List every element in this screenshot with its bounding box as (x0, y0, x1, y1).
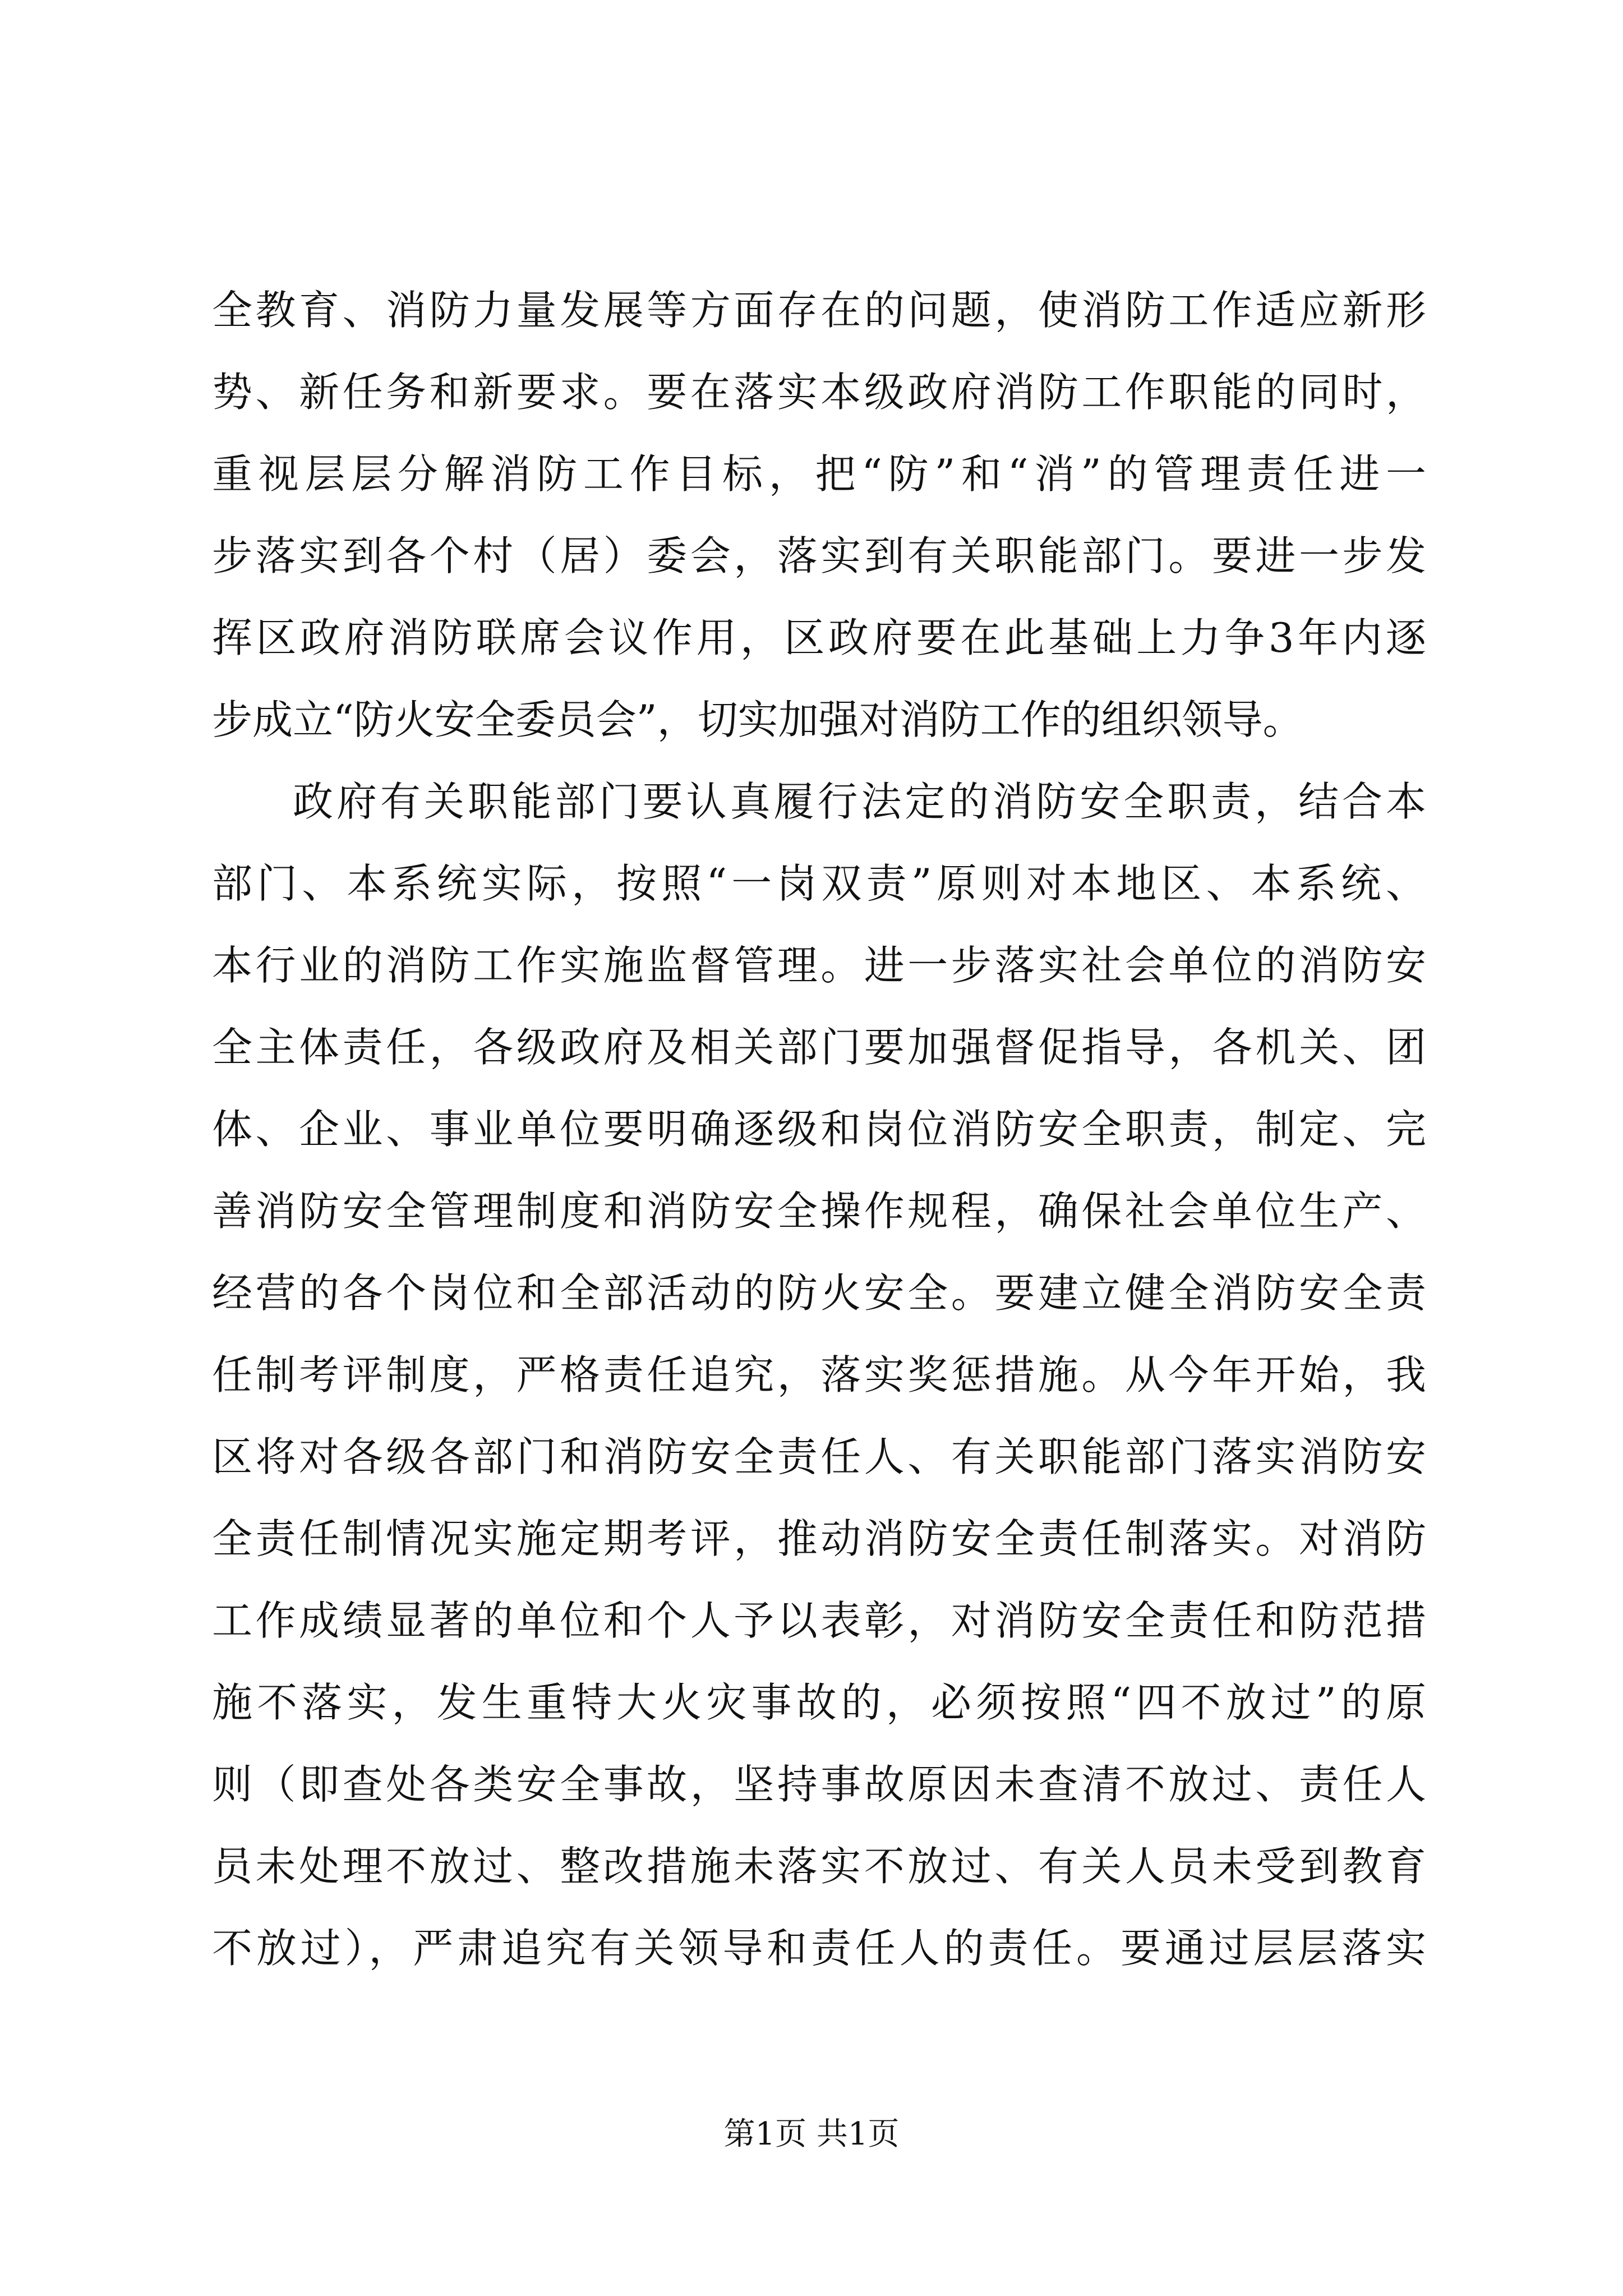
text-line-20: 员未处理不放过、整改措施未落实不放过、有关人员未受到教育 (212, 1843, 1426, 1890)
text-line-5: 挥区政府消防联席会议作用，区政府要在此基础上力争3年内逐 (212, 614, 1426, 661)
text-line-2: 势、新任务和新要求。要在落实本级政府消防工作职能的同时， (212, 369, 1426, 416)
text-line-19: 则（即查处各类安全事故，坚持事故原因未查清不放过、责任人 (212, 1761, 1426, 1808)
text-line-14: 任制考评制度，严格责任追究，落实奖惩措施。从今年开始，我 (212, 1351, 1426, 1398)
text-line-13: 经营的各个岗位和全部活动的防火安全。要建立健全消防安全责 (212, 1269, 1426, 1317)
text-line-21: 不放过），严肃追究有关领导和责任人的责任。要通过层层落实 (212, 1925, 1426, 1972)
page-number-label: 第1页 共1页 (723, 2116, 900, 2152)
text-line-9: 本行业的消防工作实施监督管理。进一步落实社会单位的消防安 (212, 942, 1426, 989)
text-line-8: 部门、本系统实际，按照“一岗双责”原则对本地区、本系统、 (212, 860, 1426, 907)
text-line-1: 全教育、消防力量发展等方面存在的问题，使消防工作适应新形 (212, 287, 1426, 334)
text-line-17: 工作成绩显著的单位和个人予以表彰，对消防安全责任和防范措 (212, 1597, 1426, 1644)
body-text (212, 269, 1426, 1989)
text-line-12: 善消防安全管理制度和消防安全操作规程，确保社会单位生产、 (212, 1188, 1426, 1235)
text-line-3: 重视层层分解消防工作目标，把“防”和“消”的管理责任进一 (212, 450, 1426, 498)
text-line-15: 区将对各级各部门和消防安全责任人、有关职能部门落实消防安 (212, 1433, 1426, 1480)
text-line-10: 全主体责任，各级政府及相关部门要加强督促指导，各机关、团 (212, 1024, 1426, 1071)
text-line-7: 政府有关职能部门要认真履行法定的消防安全职责，结合本 (293, 778, 1426, 825)
page-footer (0, 2112, 1623, 2157)
text-line-16: 全责任制情况实施定期考评，推动消防安全责任制落实。对消防 (212, 1515, 1426, 1562)
text-line-11: 体、企业、事业单位要明确逐级和岗位消防安全职责，制定、完 (212, 1106, 1426, 1153)
text-line-6: 步成立“防火安全委员会”，切实加强对消防工作的组织领导。 (212, 696, 1303, 743)
text-line-18: 施不落实，发生重特大火灾事故的，必须按照“四不放过”的原 (212, 1679, 1426, 1726)
text-line-4: 步落实到各个村（居）委会，落实到有关职能部门。要进一步发 (212, 532, 1426, 579)
